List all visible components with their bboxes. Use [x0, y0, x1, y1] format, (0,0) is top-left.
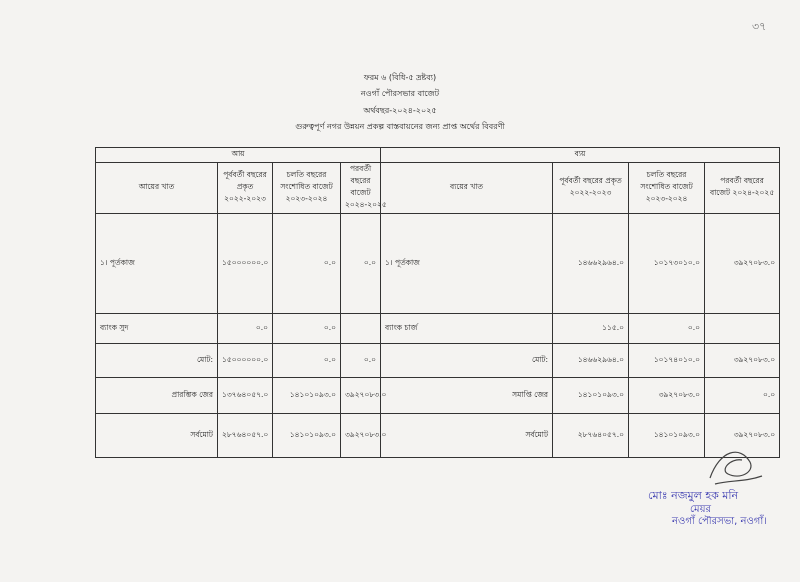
income-value-cell: ২৮৭৬৪০৫৭.০	[218, 414, 273, 458]
expense-head-cell: ব্যাংক চার্জ	[381, 314, 553, 344]
income-head-cell: সর্বমোট	[96, 414, 218, 458]
expense-value-cell: ৩৯২৭০৮৩.০	[705, 414, 780, 458]
income-value-cell: ০.০	[218, 314, 273, 344]
income-value-cell: ৩৯২৭০৮৩.০	[341, 378, 381, 414]
signature-mark	[700, 440, 770, 490]
budget-table	[95, 147, 780, 458]
signatory-org: নওগাঁ পৌরসভা, নওগাঁ।	[672, 516, 767, 527]
page-number: ৩৭	[752, 20, 767, 33]
table-row	[96, 314, 780, 344]
fiscal-year: অর্থবছর-২০২৪-২০২৫	[363, 106, 437, 115]
income-head-col: আয়ের খাত	[96, 163, 218, 214]
income-curr-col: চলতি বছরের সংশোধিত বাজেট ২০২৩-২০২৪	[273, 163, 341, 214]
income-title: আয়	[96, 148, 381, 163]
expense-value-cell: ১৪৬৬২৯৬৪.০	[553, 344, 629, 378]
form-title: ফরম ৬ (বিধি-৫ দ্রষ্টব্য)	[363, 73, 437, 82]
expense-value-cell: ১০১৭৩০১০.০	[629, 214, 705, 314]
income-value-cell: ০.০	[273, 314, 341, 344]
expense-value-cell: ৩৯২৭০৮৩.০	[629, 378, 705, 414]
statement-title: গুরুত্বপূর্ণ নগর উন্নয়ন প্রকল্প বাস্তবায়নের জন্য প্রাপ্ত অর্থের বিবরণী	[295, 122, 505, 131]
income-value-cell: ০.০	[273, 214, 341, 314]
expense-value-cell: ২৮৭৬৪০৫৭.০	[553, 414, 629, 458]
expense-head-cell: সমাপ্তি জের	[381, 378, 553, 414]
income-prev-col: পূর্ববর্তী বছরের প্রকৃত ২০২২-২০২৩	[218, 163, 273, 214]
expense-head-cell: সর্বমোট	[381, 414, 553, 458]
income-head-cell: মোট:	[96, 344, 218, 378]
expense-value-cell: ১০১৭৪০১০.০	[629, 344, 705, 378]
expense-head-cell: ১। পূর্তকাজ	[381, 214, 553, 314]
expense-value-cell	[705, 314, 780, 344]
expense-value-cell: ১৪১০১০৯৩.০	[553, 378, 629, 414]
budget-title: নওগাঁ পৌরসভার বাজেট	[360, 89, 440, 98]
income-value-cell	[341, 314, 381, 344]
expense-curr-col: চলতি বছরের সংশোধিত বাজেট ২০২৩-২০২৪	[629, 163, 705, 214]
expense-value-cell: ০.০	[705, 378, 780, 414]
expense-value-cell: ১৪১০১০৯৩.০	[629, 414, 705, 458]
income-head-cell: ব্যাংক সুদ	[96, 314, 218, 344]
expense-head-col: ব্যয়ের খাত	[381, 163, 553, 214]
income-value-cell: ১৩৭৬৪০৫৭.০	[218, 378, 273, 414]
expense-prev-col: পূর্ববর্তী বছরের প্রকৃত ২০২২-২০২৩	[553, 163, 629, 214]
income-head-cell: ১। পূর্তকাজ	[96, 214, 218, 314]
signatory-title: মেয়র	[690, 504, 712, 515]
signatory-name: মোঃ নজমুল হক মনি	[648, 489, 739, 502]
income-value-cell: ০.০	[341, 344, 381, 378]
expense-next-col: পরবর্তী বছরের বাজেট ২০২৪-২০২৫	[705, 163, 780, 214]
income-value-cell: ০.০	[341, 214, 381, 314]
income-value-cell: ১৫০০০০০০.০	[218, 214, 273, 314]
income-next-col: পরবর্তী বছরের বাজেট ২০২৪-২০২৫	[341, 163, 381, 214]
expense-head-cell: মোট:	[381, 344, 553, 378]
income-value-cell: ০.০	[273, 344, 341, 378]
table-row	[96, 414, 780, 458]
expense-value-cell: ৩৯২৭০৮৩.০	[705, 344, 780, 378]
income-value-cell: ১৪১০১০৯৩.০	[273, 414, 341, 458]
expense-value-cell: ১১৫.০	[553, 314, 629, 344]
income-value-cell: ৩৯২৭০৮৩.০	[341, 414, 381, 458]
table-row	[96, 344, 780, 378]
expense-value-cell: ১৪৬৬২৯৬৪.০	[553, 214, 629, 314]
table-row	[96, 214, 780, 314]
income-value-cell: ১৪১০১০৯৩.০	[273, 378, 341, 414]
table-row	[96, 378, 780, 414]
expense-value-cell: ৩৯২৭০৮৩.০	[705, 214, 780, 314]
income-head-cell: প্রারম্ভিক জের	[96, 378, 218, 414]
expense-value-cell: ০.০	[629, 314, 705, 344]
income-value-cell: ১৫০০০০০০.০	[218, 344, 273, 378]
expense-title: ব্যয়	[381, 148, 780, 163]
